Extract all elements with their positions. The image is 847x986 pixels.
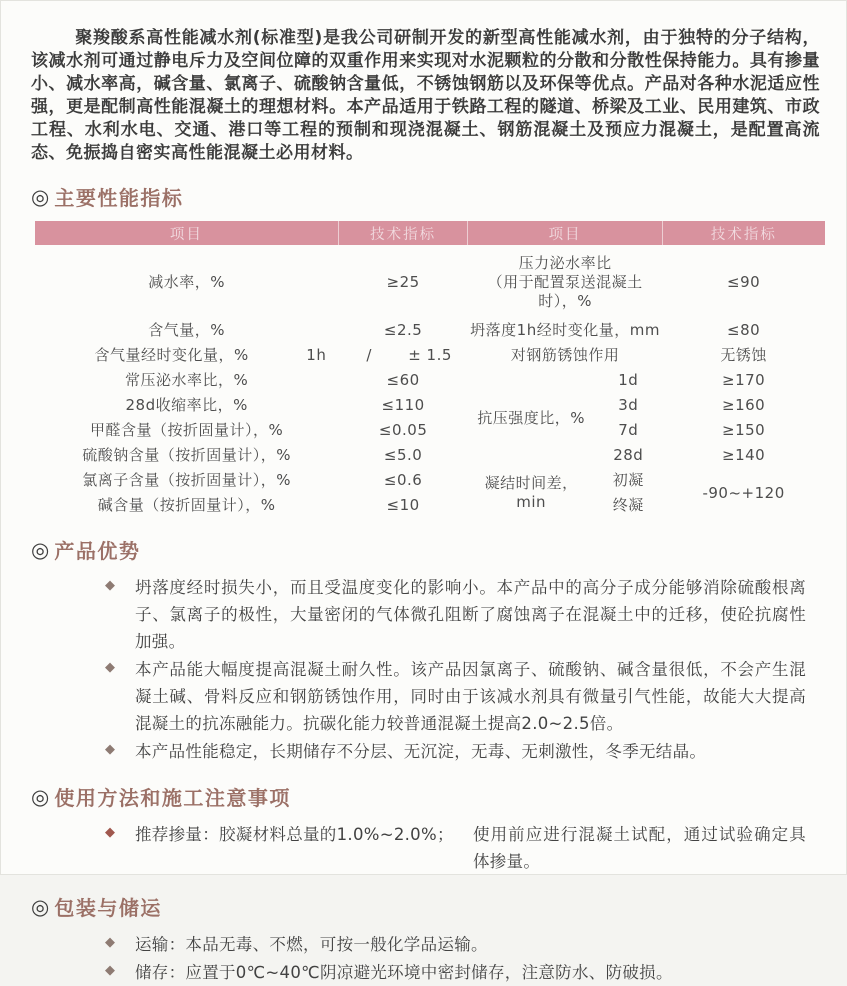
- column-header-item-left: 项目: [35, 221, 338, 245]
- value-cell: ≥140: [722, 446, 766, 464]
- value-cell: ≤110: [381, 396, 425, 414]
- section-marker-icon: ◎: [31, 537, 50, 562]
- item-cell: 28d收缩率比，%: [125, 396, 248, 414]
- item-subcell: 1d: [618, 371, 639, 389]
- column-header-item-right: 项目: [468, 221, 662, 245]
- value-cell: ≥160: [722, 396, 766, 414]
- item-cell: 碱含量（按折固量计），%: [97, 496, 276, 514]
- value-cell: ≥25: [386, 273, 420, 291]
- diamond-bullet-icon: ◆: [105, 963, 115, 978]
- list-item: [31, 574, 820, 655]
- value-cell: ≤0.6: [383, 471, 423, 489]
- table-row: [35, 343, 825, 368]
- table-row: [35, 443, 825, 468]
- advantages-list: [31, 574, 820, 765]
- dosage-recommendation: 推荐掺量：胶凝材料总量的1.0%~2.0%；: [135, 825, 454, 844]
- diamond-bullet-icon: ◆: [105, 935, 115, 950]
- column-header-value-left: 技术指标: [338, 221, 468, 245]
- intro-paragraph: 聚羧酸系高性能减水剂(标准型)是我公司研制开发的新型高性能减水剂，由于独特的分子结构，该减水剂可通过静电斥力及空间位障的双重作用来实现对水泥颗粒的分散和分散性保持能力。具有掺量小、减水率高，碱含量、氯离子、硫酸钠含量低，不锈蚀钢筋以及环保等优点。产品对各种水泥适应性强，更是配制高性能混凝土的理想材料。本产品适用于铁路工程的隧道、桥梁及工业、民用建筑、市政工程、水利水电、交通、港口等工程的预制和现浇混凝土、钢筋混凝土及预应力混凝土，是配置高流态、免振捣自密实高性能混凝土必用材料。: [31, 28, 820, 163]
- section-title: 产品优势: [54, 539, 141, 563]
- bullet-text: [135, 821, 806, 875]
- section-title: 包装与储运: [54, 896, 162, 920]
- item-cell: 对钢筋锈蚀作用: [510, 346, 620, 364]
- item-cell-merged: 凝结时间差，min: [484, 474, 578, 511]
- item-cell: 含气量经时变化量，% 1h: [35, 343, 338, 368]
- performance-table: [35, 221, 825, 518]
- item-cell: 减水率，%: [148, 273, 226, 291]
- section-heading-advantages: [31, 535, 820, 564]
- column-header-value-right: 技术指标: [662, 221, 825, 245]
- item-note: 1h: [306, 346, 327, 364]
- value-cell: ≥170: [722, 371, 766, 389]
- section-title: 使用方法和施工注意事项: [54, 786, 291, 810]
- value-cell-merged: -90~+120: [702, 483, 785, 502]
- item-subcell: 28d: [613, 446, 644, 464]
- item-cell: 硫酸钠含量（按折固量计），%: [82, 446, 292, 464]
- section-heading-packaging: [31, 892, 820, 921]
- section-marker-icon: ◎: [31, 784, 50, 809]
- diamond-bullet-icon: ◆: [105, 742, 115, 757]
- value-cell: ≤2.5: [383, 321, 423, 339]
- item-cell: 压力泌水率比 （用于配置泵送混凝土时），%: [487, 254, 643, 310]
- table-row: [35, 393, 825, 418]
- value-cell: ≤0.05: [378, 421, 428, 439]
- item-cell: 氯离子含量（按折固量计），%: [82, 471, 292, 489]
- value-cell: ≤90: [727, 273, 761, 291]
- trial-mix-note: 使用前应进行混凝土试配，通过试验确定具体掺量。: [473, 825, 806, 871]
- table-row: [35, 468, 825, 493]
- list-item: [31, 931, 820, 958]
- section-heading-performance: [31, 182, 820, 211]
- item-cell: 坍落度1h经时变化量，mm: [470, 321, 660, 339]
- transport-note: 运输：本品无毒、不燃，可按一般化学品运输。: [135, 935, 488, 954]
- storage-note: 储存：应置于0℃~40℃阴凉避光环境中密封储存，注意防水、防破损。: [135, 963, 673, 982]
- value-cell: ≤5.0: [383, 446, 423, 464]
- table-row: [35, 318, 825, 343]
- section-heading-usage: [31, 782, 820, 811]
- value-cell: ≤60: [386, 371, 420, 389]
- list-item: [31, 821, 820, 875]
- item-subcell: 3d: [618, 396, 639, 414]
- item-subcell: 初凝: [612, 471, 644, 489]
- diamond-bullet-icon: ◆: [105, 825, 115, 840]
- item-subcell: 7d: [618, 421, 639, 439]
- value-cell: ≤10: [386, 496, 420, 514]
- item-cell: 甲醛含量（按折固量计），%: [90, 421, 284, 439]
- item-cell: 常压泌水率比，%: [125, 371, 249, 389]
- table-row: [35, 418, 825, 443]
- list-item: [31, 656, 820, 737]
- diamond-bullet-icon: ◆: [105, 660, 115, 675]
- section-title: 主要性能指标: [54, 186, 184, 210]
- list-item: [31, 959, 820, 986]
- section-marker-icon: ◎: [31, 894, 50, 919]
- bullet-text: 本产品能大幅度提高混凝土耐久性。该产品因氯离子、硫酸钠、碱含量很低，不会产生混凝土碱、骨料反应和钢筋锈蚀作用，同时由于该减水剂具有微量引气性能，故能大大提高混凝土的抗冻融能力。抗碳化能力较普通混凝土提高2.0~2.5倍。: [135, 660, 806, 733]
- item-cell: 含气量，%: [148, 321, 226, 339]
- bullet-text: 坍落度经时损失小，而且受温度变化的影响小。本产品中的高分子成分能够消除硫酸根离子、氯离子的极性，大量密闭的气体微孔阻断了腐蚀离子在混凝土中的迁移，使砼抗腐性加强。: [135, 578, 806, 651]
- bullet-text: 本产品性能稳定，长期储存不分层、无沉淀，无毒、无刺激性，冬季无结晶。: [135, 742, 707, 761]
- value-cell: / ± 1.5: [366, 346, 452, 364]
- table-row: [35, 245, 825, 318]
- packaging-list: [31, 931, 820, 986]
- table-row: [35, 368, 825, 393]
- value-cell: ≤80: [727, 321, 761, 339]
- list-item: [31, 738, 820, 765]
- section-marker-icon: ◎: [31, 184, 50, 209]
- diamond-bullet-icon: ◆: [105, 578, 115, 593]
- item-cell-merged: 抗压强度比，%: [477, 408, 585, 427]
- table-header-row: [35, 221, 825, 245]
- usage-list: [31, 821, 820, 875]
- value-cell: ≥150: [722, 421, 766, 439]
- value-cell: 无锈蚀: [720, 346, 767, 364]
- item-subcell: 终凝: [612, 496, 644, 514]
